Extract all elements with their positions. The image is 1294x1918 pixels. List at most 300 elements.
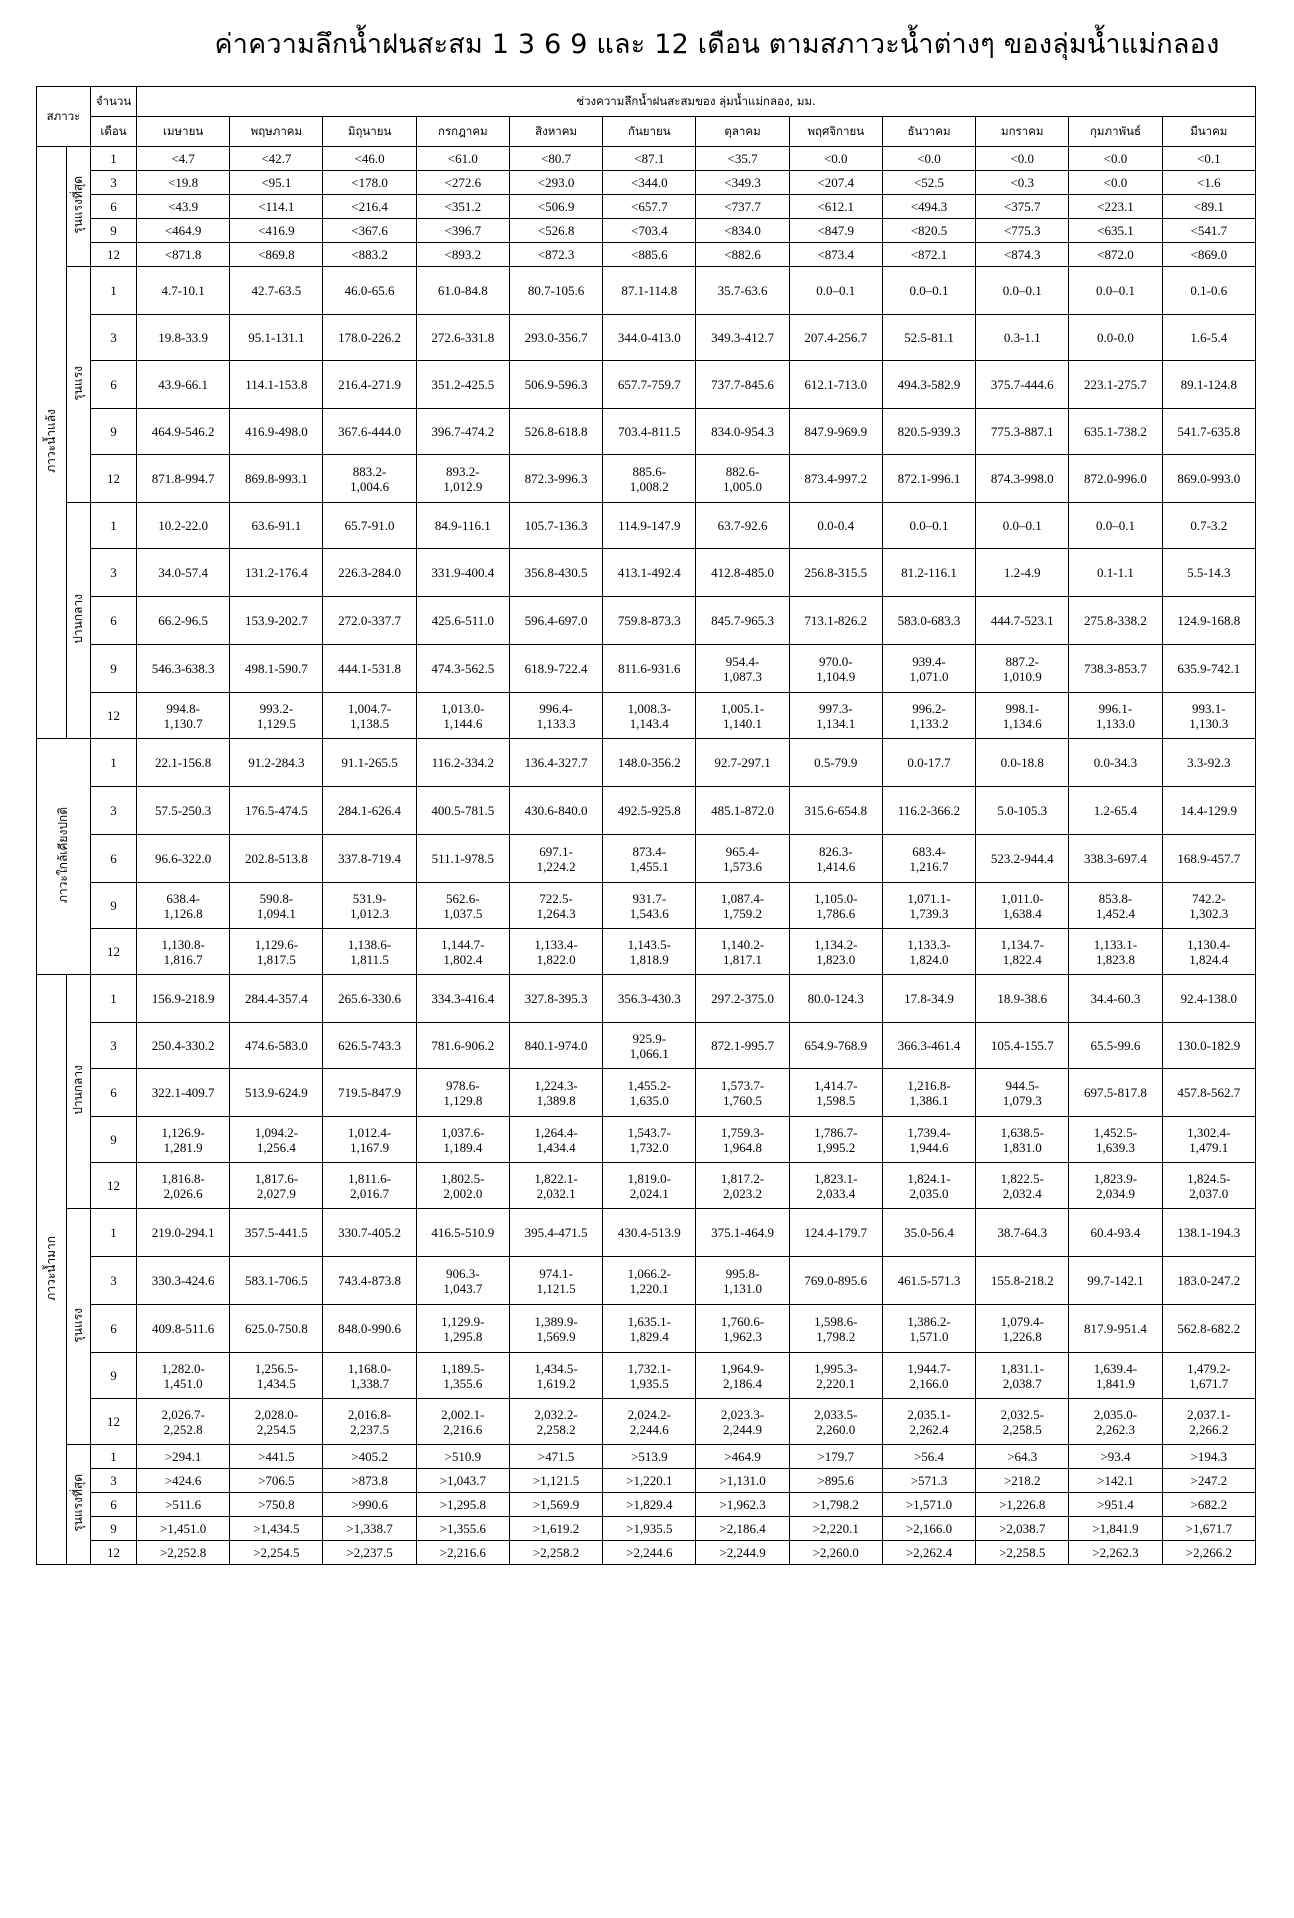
value-cell: >1,962.3 <box>696 1493 789 1517</box>
value-cell: 893.2- 1,012.9 <box>416 455 509 503</box>
value-cell: 775.3-887.1 <box>976 409 1069 455</box>
value-cell: 845.7-965.3 <box>696 597 789 645</box>
value-cell: <367.6 <box>323 219 416 243</box>
value-cell: >2,244.9 <box>696 1541 789 1565</box>
value-cell: 826.3- 1,414.6 <box>789 835 882 883</box>
months-count-cell: 6 <box>91 195 137 219</box>
value-cell: 1,130.8- 1,816.7 <box>137 929 230 975</box>
value-cell: 1,071.1- 1,739.3 <box>882 883 975 929</box>
value-cell: >2,244.6 <box>603 1541 696 1565</box>
value-cell: 2,035.0- 2,262.3 <box>1069 1399 1162 1445</box>
value-cell: 114.1-153.8 <box>230 361 323 409</box>
value-cell: >873.8 <box>323 1469 416 1493</box>
value-cell: <0.0 <box>1069 171 1162 195</box>
value-cell: >247.2 <box>1162 1469 1255 1493</box>
value-cell: 703.4-811.5 <box>603 409 696 455</box>
value-cell: 63.7-92.6 <box>696 503 789 549</box>
value-cell: 869.8-993.1 <box>230 455 323 503</box>
table-row <box>37 1399 1256 1445</box>
value-cell: 954.4- 1,087.3 <box>696 645 789 693</box>
value-cell: 1,639.4- 1,841.9 <box>1069 1353 1162 1399</box>
value-cell: 523.2-944.4 <box>976 835 1069 883</box>
value-cell: 873.4-997.2 <box>789 455 882 503</box>
value-cell: 0.0–0.1 <box>1069 503 1162 549</box>
value-cell: >1,671.7 <box>1162 1517 1255 1541</box>
value-cell: 136.4-327.7 <box>509 739 602 787</box>
value-cell: >1,571.0 <box>882 1493 975 1517</box>
value-cell: 697.1- 1,224.2 <box>509 835 602 883</box>
value-cell: 2,032.2- 2,258.2 <box>509 1399 602 1445</box>
value-cell: 1,964.9- 2,186.4 <box>696 1353 789 1399</box>
table-row <box>37 549 1256 597</box>
month-header: เมษายน <box>137 117 230 147</box>
value-cell: 0.0-34.3 <box>1069 739 1162 787</box>
value-cell: 80.0-124.3 <box>789 975 882 1023</box>
table-row <box>37 1305 1256 1353</box>
value-cell: <871.8 <box>137 243 230 267</box>
value-cell: 52.5-81.1 <box>882 315 975 361</box>
table-row <box>37 929 1256 975</box>
value-cell: >750.8 <box>230 1493 323 1517</box>
value-cell: 18.9-38.6 <box>976 975 1069 1023</box>
value-cell: <416.9 <box>230 219 323 243</box>
value-cell: <0.0 <box>1069 147 1162 171</box>
table-row <box>37 883 1256 929</box>
value-cell: 811.6-931.6 <box>603 645 696 693</box>
value-cell: 626.5-743.3 <box>323 1023 416 1069</box>
value-cell: 925.9- 1,066.1 <box>603 1023 696 1069</box>
value-cell: 4.7-10.1 <box>137 267 230 315</box>
value-cell: <541.7 <box>1162 219 1255 243</box>
months-count-cell: 9 <box>91 1117 137 1163</box>
value-cell: 995.8- 1,131.0 <box>696 1257 789 1305</box>
value-cell: 657.7-759.7 <box>603 361 696 409</box>
value-cell: 625.0-750.8 <box>230 1305 323 1353</box>
value-cell: 492.5-925.8 <box>603 787 696 835</box>
value-cell: >405.2 <box>323 1445 416 1469</box>
value-cell: 612.1-713.0 <box>789 361 882 409</box>
value-cell: 14.4-129.9 <box>1162 787 1255 835</box>
value-cell: 0.0–0.1 <box>1069 267 1162 315</box>
months-count-cell: 1 <box>91 503 137 549</box>
value-cell: <42.7 <box>230 147 323 171</box>
value-cell: 413.1-492.4 <box>603 549 696 597</box>
months-count-cell: 1 <box>91 739 137 787</box>
value-cell: 1,282.0- 1,451.0 <box>137 1353 230 1399</box>
value-cell: 0.0–0.1 <box>789 267 882 315</box>
value-cell: 0.0–0.1 <box>882 503 975 549</box>
value-cell: >2,166.0 <box>882 1517 975 1541</box>
value-cell: 1.6-5.4 <box>1162 315 1255 361</box>
value-cell: 1,816.8- 2,026.6 <box>137 1163 230 1209</box>
header-row-1 <box>37 87 1256 117</box>
value-cell: 485.1-872.0 <box>696 787 789 835</box>
value-cell: 1,452.5- 1,639.3 <box>1069 1117 1162 1163</box>
table-row <box>37 693 1256 739</box>
months-count-cell: 3 <box>91 1469 137 1493</box>
value-cell: 124.9-168.8 <box>1162 597 1255 645</box>
value-cell: 882.6- 1,005.0 <box>696 455 789 503</box>
value-cell: 848.0-990.6 <box>323 1305 416 1353</box>
value-cell: 513.9-624.9 <box>230 1069 323 1117</box>
value-cell: 1,011.0- 1,638.4 <box>976 883 1069 929</box>
value-cell: 351.2-425.5 <box>416 361 509 409</box>
value-cell: 1,823.9- 2,034.9 <box>1069 1163 1162 1209</box>
value-cell: 873.4- 1,455.1 <box>603 835 696 883</box>
value-cell: 0.0–0.1 <box>976 503 1069 549</box>
value-cell: >682.2 <box>1162 1493 1255 1517</box>
table-row <box>37 409 1256 455</box>
value-cell: >1,355.6 <box>416 1517 509 1541</box>
value-cell: 322.1-409.7 <box>137 1069 230 1117</box>
value-cell: 713.1-826.2 <box>789 597 882 645</box>
value-cell: 1,133.3- 1,824.0 <box>882 929 975 975</box>
value-cell: >93.4 <box>1069 1445 1162 1469</box>
value-cell: <882.6 <box>696 243 789 267</box>
value-cell: 334.3-416.4 <box>416 975 509 1023</box>
value-cell: 1,105.0- 1,786.6 <box>789 883 882 929</box>
value-cell: 396.7-474.2 <box>416 409 509 455</box>
months-count-cell: 3 <box>91 787 137 835</box>
value-cell: >1,220.1 <box>603 1469 696 1493</box>
value-cell: 1,944.7- 2,166.0 <box>882 1353 975 1399</box>
months-count-cell: 1 <box>91 267 137 315</box>
value-cell: 1,635.1- 1,829.4 <box>603 1305 696 1353</box>
value-cell: <775.3 <box>976 219 1069 243</box>
value-cell: 42.7-63.5 <box>230 267 323 315</box>
value-cell: 944.5- 1,079.3 <box>976 1069 1069 1117</box>
months-count-cell: 3 <box>91 549 137 597</box>
value-cell: >2,237.5 <box>323 1541 416 1565</box>
table-row <box>37 1117 1256 1163</box>
value-cell: 130.0-182.9 <box>1162 1023 1255 1069</box>
value-cell: 1,822.5- 2,032.4 <box>976 1163 1069 1209</box>
value-cell: 338.3-697.4 <box>1069 835 1162 883</box>
value-cell: >1,043.7 <box>416 1469 509 1493</box>
value-cell: 207.4-256.7 <box>789 315 882 361</box>
value-cell: <1.6 <box>1162 171 1255 195</box>
value-cell: 367.6-444.0 <box>323 409 416 455</box>
value-cell: 35.7-63.6 <box>696 267 789 315</box>
value-cell: <526.8 <box>509 219 602 243</box>
value-cell: 223.1-275.7 <box>1069 361 1162 409</box>
value-cell: 1,126.9- 1,281.9 <box>137 1117 230 1163</box>
value-cell: 1,008.3- 1,143.4 <box>603 693 696 739</box>
rainfall-table <box>36 86 1256 1565</box>
value-cell: 176.5-474.5 <box>230 787 323 835</box>
value-cell: 92.7-297.1 <box>696 739 789 787</box>
value-cell: 993.2- 1,129.5 <box>230 693 323 739</box>
value-cell: 349.3-412.7 <box>696 315 789 361</box>
value-cell: 96.6-322.0 <box>137 835 230 883</box>
table-body <box>37 147 1256 1565</box>
value-cell: >511.6 <box>137 1493 230 1517</box>
value-cell: 1,140.2- 1,817.1 <box>696 929 789 975</box>
value-cell: <874.3 <box>976 243 1069 267</box>
value-cell: 1,079.4- 1,226.8 <box>976 1305 1069 1353</box>
value-cell: <883.2 <box>323 243 416 267</box>
value-cell: 444.1-531.8 <box>323 645 416 693</box>
value-cell: 1,037.6- 1,189.4 <box>416 1117 509 1163</box>
value-cell: 1,760.6- 1,962.3 <box>696 1305 789 1353</box>
value-cell: 293.0-356.7 <box>509 315 602 361</box>
value-cell: 1,302.4- 1,479.1 <box>1162 1117 1255 1163</box>
value-cell: >2,262.3 <box>1069 1541 1162 1565</box>
value-cell: 635.9-742.1 <box>1162 645 1255 693</box>
value-cell: 156.9-218.9 <box>137 975 230 1023</box>
value-cell: 275.8-338.2 <box>1069 597 1162 645</box>
value-cell: 1,434.5- 1,619.2 <box>509 1353 602 1399</box>
table-row <box>37 645 1256 693</box>
months-count-cell: 6 <box>91 835 137 883</box>
value-cell: 226.3-284.0 <box>323 549 416 597</box>
value-cell: <0.0 <box>882 147 975 171</box>
months-count-cell: 3 <box>91 1257 137 1305</box>
value-cell: >990.6 <box>323 1493 416 1517</box>
value-cell: 425.6-511.0 <box>416 597 509 645</box>
value-cell: 2,023.3- 2,244.9 <box>696 1399 789 1445</box>
value-cell: >1,226.8 <box>976 1493 1069 1517</box>
value-cell: 183.0-247.2 <box>1162 1257 1255 1305</box>
value-cell: >2,260.0 <box>789 1541 882 1565</box>
value-cell: 91.2-284.3 <box>230 739 323 787</box>
value-cell: <216.4 <box>323 195 416 219</box>
value-cell: >510.9 <box>416 1445 509 1469</box>
value-cell: 885.6- 1,008.2 <box>603 455 696 503</box>
value-cell: 10.2-22.0 <box>137 503 230 549</box>
value-cell: 1,817.2- 2,023.2 <box>696 1163 789 1209</box>
month-header: มิถุนายน <box>323 117 416 147</box>
value-cell: 743.4-873.8 <box>323 1257 416 1305</box>
value-cell: 416.5-510.9 <box>416 1209 509 1257</box>
value-cell: >2,220.1 <box>789 1517 882 1541</box>
value-cell: <820.5 <box>882 219 975 243</box>
value-cell: 2,032.5- 2,258.5 <box>976 1399 1069 1445</box>
value-cell: >2,216.6 <box>416 1541 509 1565</box>
value-cell: <89.1 <box>1162 195 1255 219</box>
value-cell: 939.4- 1,071.0 <box>882 645 975 693</box>
value-cell: 2,002.1- 2,216.6 <box>416 1399 509 1445</box>
value-cell: >424.6 <box>137 1469 230 1493</box>
value-cell: >1,935.5 <box>603 1517 696 1541</box>
value-cell: 284.1-626.4 <box>323 787 416 835</box>
value-cell: 155.8-218.2 <box>976 1257 1069 1305</box>
months-count-cell: 3 <box>91 1023 137 1069</box>
value-cell: 250.4-330.2 <box>137 1023 230 1069</box>
value-cell: <893.2 <box>416 243 509 267</box>
value-cell: 409.8-511.6 <box>137 1305 230 1353</box>
table-row <box>37 361 1256 409</box>
value-cell: 506.9-596.3 <box>509 361 602 409</box>
value-cell: 2,037.1- 2,266.2 <box>1162 1399 1255 1445</box>
value-cell: 993.1- 1,130.3 <box>1162 693 1255 739</box>
value-cell: 781.6-906.2 <box>416 1023 509 1069</box>
value-cell: 931.7- 1,543.6 <box>603 883 696 929</box>
value-cell: 1,802.5- 2,002.0 <box>416 1163 509 1209</box>
value-cell: <834.0 <box>696 219 789 243</box>
months-count-cell: 6 <box>91 1069 137 1117</box>
value-cell: 2,026.7- 2,252.8 <box>137 1399 230 1445</box>
months-count-cell: 1 <box>91 1445 137 1469</box>
table-row <box>37 1445 1256 1469</box>
value-cell: 874.3-998.0 <box>976 455 1069 503</box>
table-row <box>37 1469 1256 1493</box>
value-cell: 5.5-14.3 <box>1162 549 1255 597</box>
value-cell: 474.6-583.0 <box>230 1023 323 1069</box>
value-cell: 737.7-845.6 <box>696 361 789 409</box>
value-cell: >56.4 <box>882 1445 975 1469</box>
value-cell: >1,619.2 <box>509 1517 602 1541</box>
value-cell: 1,739.4- 1,944.6 <box>882 1117 975 1163</box>
value-cell: 998.1- 1,134.6 <box>976 693 1069 739</box>
value-cell: 297.2-375.0 <box>696 975 789 1023</box>
value-cell: >951.4 <box>1069 1493 1162 1517</box>
value-cell: 997.3- 1,134.1 <box>789 693 882 739</box>
value-cell: 1,831.1- 2,038.7 <box>976 1353 1069 1399</box>
category-text: ภาวะน้ำมาก <box>44 1235 58 1301</box>
value-cell: >1,451.0 <box>137 1517 230 1541</box>
value-cell: <293.0 <box>509 171 602 195</box>
value-cell: 1,144.7- 1,802.4 <box>416 929 509 975</box>
value-cell: 99.7-142.1 <box>1069 1257 1162 1305</box>
value-cell: 1,133.4- 1,822.0 <box>509 929 602 975</box>
month-header: ธันวาคม <box>882 117 975 147</box>
value-cell: 0.0-17.7 <box>882 739 975 787</box>
value-cell: <0.3 <box>976 171 1069 195</box>
value-cell: 124.4-179.7 <box>789 1209 882 1257</box>
value-cell: 590.8- 1,094.1 <box>230 883 323 929</box>
value-cell: >2,186.4 <box>696 1517 789 1541</box>
value-cell: >2,254.5 <box>230 1541 323 1565</box>
value-cell: 375.7-444.6 <box>976 361 1069 409</box>
value-cell: 60.4-93.4 <box>1069 1209 1162 1257</box>
value-cell: 444.7-523.1 <box>976 597 1069 645</box>
value-cell: 65.7-91.0 <box>323 503 416 549</box>
month-header: มกราคม <box>976 117 1069 147</box>
months-count-cell: 9 <box>91 1517 137 1541</box>
value-cell: 1,823.1- 2,033.4 <box>789 1163 882 1209</box>
value-cell: >464.9 <box>696 1445 789 1469</box>
severity-label-severe <box>67 1209 91 1445</box>
value-cell: >2,258.2 <box>509 1541 602 1565</box>
header-row-2 <box>37 117 1256 147</box>
value-cell: 105.4-155.7 <box>976 1023 1069 1069</box>
value-cell: 357.5-441.5 <box>230 1209 323 1257</box>
value-cell: 2,024.2- 2,244.6 <box>603 1399 696 1445</box>
value-cell: 1.2-65.4 <box>1069 787 1162 835</box>
value-cell: >2,038.7 <box>976 1517 1069 1541</box>
value-cell: >1,121.5 <box>509 1469 602 1493</box>
severity-label-extreme <box>67 147 91 267</box>
table-row <box>37 1257 1256 1305</box>
value-cell: 356.8-430.5 <box>509 549 602 597</box>
months-count-cell: 12 <box>91 1163 137 1209</box>
month-header: พฤศจิกายน <box>789 117 882 147</box>
value-cell: >513.9 <box>603 1445 696 1469</box>
month-header: กรกฎาคม <box>416 117 509 147</box>
value-cell: 1,264.4- 1,434.4 <box>509 1117 602 1163</box>
value-cell: >1,434.5 <box>230 1517 323 1541</box>
value-cell: 1,005.1- 1,140.1 <box>696 693 789 739</box>
value-cell: 80.7-105.6 <box>509 267 602 315</box>
value-cell: 81.2-116.1 <box>882 549 975 597</box>
value-cell: 457.8-562.7 <box>1162 1069 1255 1117</box>
value-cell: <114.1 <box>230 195 323 219</box>
table-row <box>37 267 1256 315</box>
months-count-cell: 1 <box>91 147 137 171</box>
value-cell: >1,569.9 <box>509 1493 602 1517</box>
value-cell: 22.1-156.8 <box>137 739 230 787</box>
value-cell: 3.3-92.3 <box>1162 739 1255 787</box>
value-cell: 1,066.2- 1,220.1 <box>603 1257 696 1305</box>
value-cell: <657.7 <box>603 195 696 219</box>
month-header: พฤษภาคม <box>230 117 323 147</box>
value-cell: 1,134.7- 1,822.4 <box>976 929 1069 975</box>
value-cell: 91.1-265.5 <box>323 739 416 787</box>
value-cell: 216.4-271.9 <box>323 361 416 409</box>
value-cell: 1,598.6- 1,798.2 <box>789 1305 882 1353</box>
value-cell: <506.9 <box>509 195 602 219</box>
category-label-drought <box>37 147 67 739</box>
months-count-cell: 3 <box>91 315 137 361</box>
table-row <box>37 195 1256 219</box>
value-cell: 719.5-847.9 <box>323 1069 416 1117</box>
value-cell: <737.7 <box>696 195 789 219</box>
value-cell: 596.4-697.0 <box>509 597 602 645</box>
severity-label-moderate <box>67 503 91 739</box>
value-cell: 1,224.3- 1,389.8 <box>509 1069 602 1117</box>
value-cell: >441.5 <box>230 1445 323 1469</box>
table-row <box>37 1023 1256 1069</box>
value-cell: 5.0-105.3 <box>976 787 1069 835</box>
value-cell: 872.1-996.1 <box>882 455 975 503</box>
months-count-cell: 9 <box>91 1353 137 1399</box>
value-cell: 1,811.6- 2,016.7 <box>323 1163 416 1209</box>
value-cell: 1,130.4- 1,824.4 <box>1162 929 1255 975</box>
value-cell: <872.0 <box>1069 243 1162 267</box>
value-cell: 1,759.3- 1,964.8 <box>696 1117 789 1163</box>
value-cell: 1,455.2- 1,635.0 <box>603 1069 696 1117</box>
month-header: ตุลาคม <box>696 117 789 147</box>
value-cell: 315.6-654.8 <box>789 787 882 835</box>
value-cell: >706.5 <box>230 1469 323 1493</box>
value-cell: 1,824.5- 2,037.0 <box>1162 1163 1255 1209</box>
months-count-cell: 1 <box>91 975 137 1023</box>
value-cell: 1,004.7- 1,138.5 <box>323 693 416 739</box>
value-cell: <375.7 <box>976 195 1069 219</box>
value-cell: 654.9-768.9 <box>789 1023 882 1069</box>
value-cell: 412.8-485.0 <box>696 549 789 597</box>
value-cell: 498.1-590.7 <box>230 645 323 693</box>
value-cell: 0.0–0.1 <box>976 267 1069 315</box>
month-header: สิงหาคม <box>509 117 602 147</box>
value-cell: 272.0-337.7 <box>323 597 416 645</box>
months-count-cell: 1 <box>91 1209 137 1257</box>
table-row <box>37 1541 1256 1565</box>
value-cell: 1,479.2- 1,671.7 <box>1162 1353 1255 1399</box>
value-cell: 872.1-995.7 <box>696 1023 789 1069</box>
value-cell: 742.2- 1,302.3 <box>1162 883 1255 929</box>
months-count-cell: 12 <box>91 1399 137 1445</box>
value-cell: 89.1-124.8 <box>1162 361 1255 409</box>
category-text: ภาวะใกล้เคียงปกติ <box>56 806 70 903</box>
value-cell: 87.1-114.8 <box>603 267 696 315</box>
value-cell: <885.6 <box>603 243 696 267</box>
value-cell: <612.1 <box>789 195 882 219</box>
value-cell: 43.9-66.1 <box>137 361 230 409</box>
month-header: มีนาคม <box>1162 117 1255 147</box>
table-row <box>37 1163 1256 1209</box>
